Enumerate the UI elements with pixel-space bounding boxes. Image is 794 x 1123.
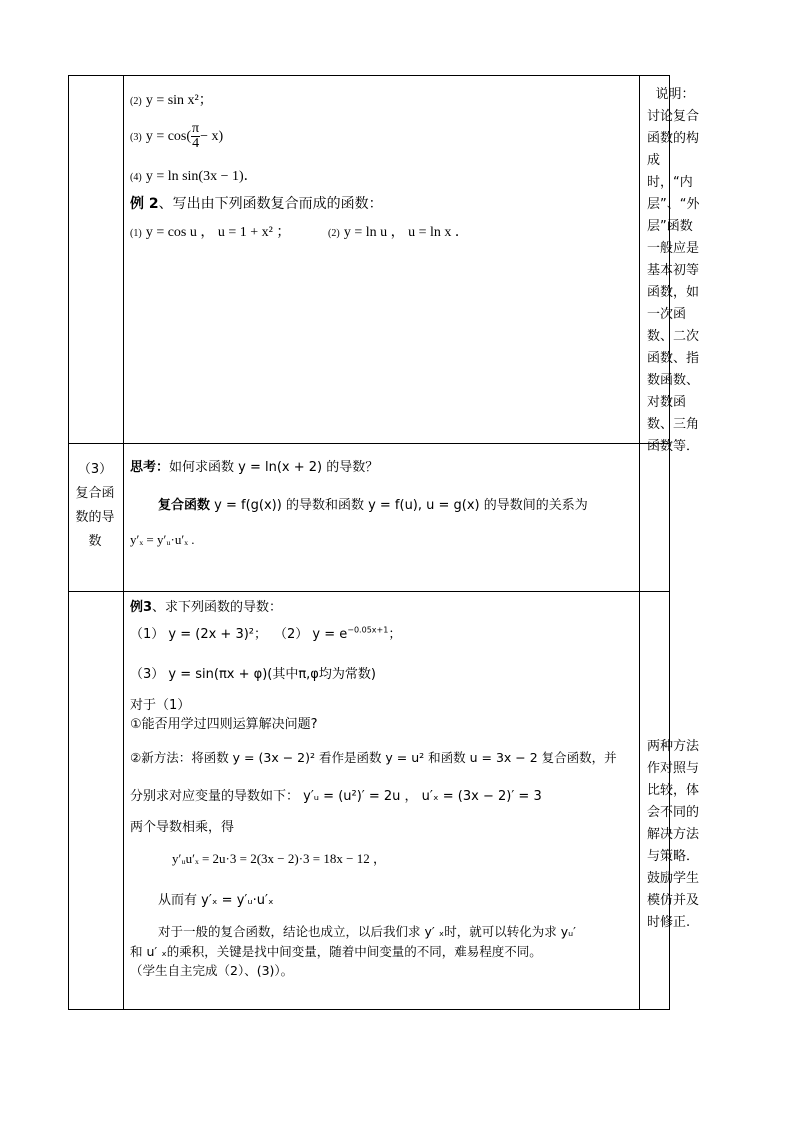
composite-rule-text: 复合函数 y = f(g(x)) 的导数和函数 y = f(u), u = g(x) 的导数间的关系为: [158, 498, 588, 513]
note-body: 讨论复合函数的构成时，“内层”、“外层”函数一般应是基本初等函数，如一次函数、二次函数、指数函数、对数函数、三角函数等．: [647, 109, 700, 454]
step-1: ①能否用学过四则运算解决问题?: [130, 717, 318, 732]
thus-formula: 从而有 y′ₓ = y′ᵤ·u′ₓ: [158, 893, 274, 908]
row1-side-note: [641, 84, 705, 458]
row1-section-cell: [69, 76, 124, 444]
general-rule-line-2: 和 u′ ₓ的乘积，关键是找中间变量，随着中间变量的不同，难易程度不同。: [130, 944, 542, 959]
multiply-label: 两个导数相乘，得: [130, 820, 235, 835]
table-row: [69, 76, 670, 444]
example3-q3: （3） y = sin(πx + φ)(其中π,φ均为常数): [130, 667, 376, 682]
row2-section-cell: [69, 444, 124, 592]
self-practice-note: （学生自主完成（2）、(3)）。: [130, 963, 294, 978]
section-label: （3）复合函数的导数: [75, 462, 115, 549]
general-rule-line-1: 对于一般的复合函数，结论也成立，以后我们求 y′ ₓ时，就可以转化为求 yᵤ′: [158, 924, 577, 939]
row2-content-cell: [124, 444, 640, 592]
step-2-derivatives: 分别求对应变量的导数如下： y′ᵤ = (u²)′ = 2u ， u′ₓ = (3x − 2)′ = 3: [130, 789, 542, 804]
step-2: ②新方法：将函数 y = (3x − 2)² 看作是函数 y = u² 和函数 u = 3x − 2 复合函数，并: [130, 750, 617, 765]
think-question: 思考：如何求函数 y = ln(x + 2) 的导数？: [130, 460, 379, 475]
example2-item-2: (2) y = ln u ， u = ln x ．: [328, 225, 469, 240]
row2-note-cell: [640, 444, 670, 592]
row1-content-cell: [124, 76, 640, 444]
composite-formula: y′ₓ = y′ᵤ·u′ₓ .: [130, 532, 195, 547]
row3-section-cell: [69, 592, 124, 1010]
example2-heading: 例 2、写出由下列函数复合而成的函数：: [130, 196, 383, 212]
example3-q1: （1） y = (2x + 3)²；: [130, 627, 268, 642]
product-formula: y′ᵤu′ₓ = 2u·3 = 2(3x − 2)·3 = 18x − 12 ，: [172, 851, 386, 866]
fraction: $\frac{\pi}{4}$: [192, 121, 200, 151]
lesson-table: [68, 75, 670, 1010]
example3-heading: 例3、求下列函数的导数：: [130, 600, 283, 615]
row3-content-cell: [124, 592, 640, 1010]
example1-item-4: (4) y = ln sin(3x − 1)．: [130, 169, 258, 184]
example1-item-2: (2) y = sin x²；: [130, 93, 213, 108]
row3-side-note: [641, 736, 705, 934]
example3-q2: （2） $y = e^{-0.05x+1}$；: [274, 625, 402, 642]
table-row: [69, 444, 670, 592]
example2-item-1: (1) y = cos u ， u = 1 + x² ；: [130, 225, 291, 240]
for-q1-label: 对于（1）: [130, 698, 191, 713]
note-body: 两种方法作对照与比较，体会不同的解决方法与策略．鼓励学生模仿并及时修正.: [647, 739, 700, 930]
table-row: [69, 592, 670, 1010]
example1-item-3: (3) y = cos( $\frac{\pi}{4}$ − x): [130, 121, 224, 151]
note-title: 说明：: [655, 87, 695, 102]
